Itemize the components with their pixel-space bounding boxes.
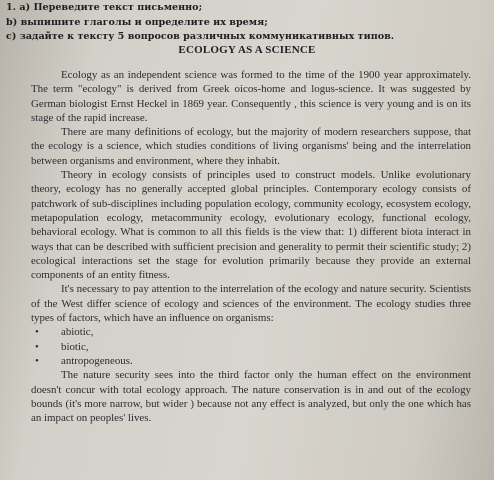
paragraph-nature-security: The nature security sees into the third factor only the human effect on the environment doesn't concur with total ecology approach. The nature conservation is in and out of the ecology bounds (it's more narrow, but wider ) because not any effect is analyzed, but only the one which has an impact on peoples' lives.	[31, 369, 471, 425]
task-list	[6, 1, 490, 45]
paragraph-definitions: There are many definitions of ecology, but the majority of modern researchers suppose, that the ecology is a science, which studies conditions of living organisms' being and the interrelation between organisms and environment, where they inhabit.	[31, 126, 471, 167]
paragraph-factors-intro: It's necessary to pay attention to the interrelation of the ecology and nature security. Scientists of the West differ science of ecology and sciences of the environment. The ecology studies three types of factors, which have an influence on organisms:	[31, 283, 471, 325]
paragraph-history: Ecology as an independent science was formed to the time of the 1900 year approximately. The term "ecology" is derived from Greek oicos-home and logus-science. It was suggested by German biologist Ernst Heckel in 1869 year. Consequently , this science is very young and is on its stage of the rapid increase.	[31, 69, 471, 124]
paragraph-theory: Theory in ecology consists of principles used to construct models. Unlike evolutionary theory, ecology has no generally accepted global principles. Contemporary ecology consists of patchwork of sub-disciplines including population ecology, community ecology, ecosystem ecology, metapopulation ecology, metacommunity ecology, evolutionary ecology, functional ecology, behavioral ecology. What is common to all this fields is the view that: 1) different biota interact in ways that can be described with sufficient precision and generality to permit their scientific study; 2) ecological interactions set the stage for evolution primarily because they provide an external components of an entity fitness.	[31, 169, 471, 282]
task-verbs: b) выпишите глаголы и определите их время;	[6, 16, 268, 28]
factor-item-abiotic: • abiotic,	[31, 325, 471, 339]
task-translate: 1. a) Переведите текст письменно;	[6, 2, 203, 13]
factor-list	[31, 325, 471, 368]
factor-item-antropogeneous: • antropogeneous.	[31, 354, 471, 368]
task-questions: c) задайте к тексту 5 вопросов различных коммуникативных типов.	[6, 31, 395, 42]
document-body	[31, 68, 471, 425]
document-title: ECOLOGY AS A SCIENCE	[178, 44, 316, 56]
factor-item-biotic: • biotic,	[31, 340, 471, 354]
